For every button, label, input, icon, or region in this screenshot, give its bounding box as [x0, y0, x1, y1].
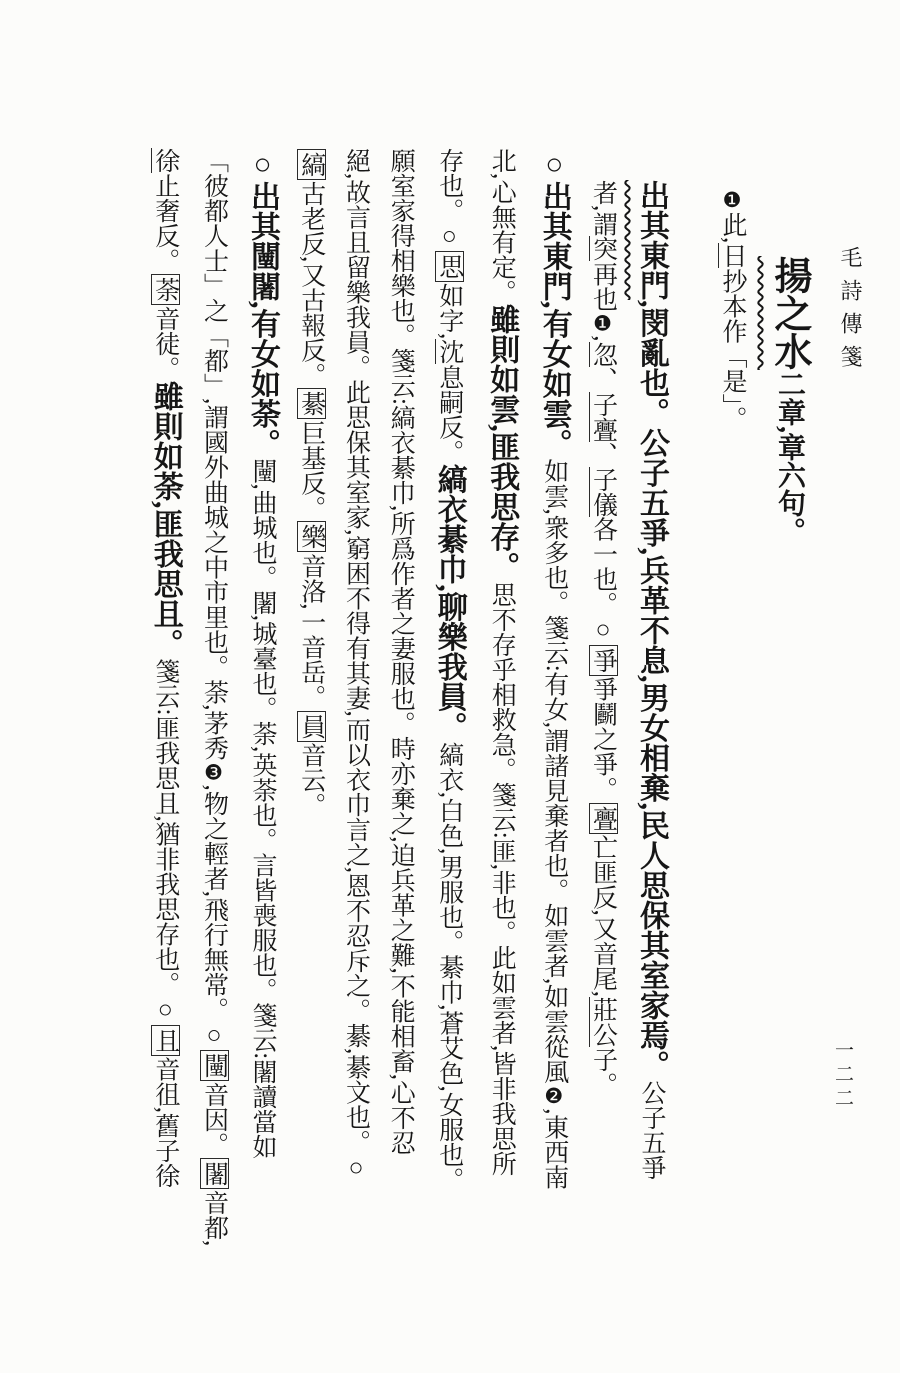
text-segment: ,閔亂也。公子五爭,兵革不息,男女相棄,民人思保其室家焉。 — [635, 300, 668, 1080]
text-segment: 雖則如荼,匪我思且。 — [148, 381, 182, 659]
text-column — [141, 148, 188, 1333]
text-segment: 爭 — [589, 645, 618, 676]
text-segment: 忽 — [589, 341, 617, 367]
text-segment: 音洛,一音岳。 — [297, 553, 325, 710]
text-column — [239, 148, 286, 1333]
page-number: 一二二 — [832, 1040, 853, 1112]
text-segment: 員 — [297, 711, 326, 742]
footnote-column — [716, 188, 749, 431]
text-column — [530, 148, 577, 1333]
text-segment: 雖則如雲,匪我思存。 — [485, 304, 519, 582]
running-header: 毛詩傳箋 — [838, 246, 863, 378]
text-segment: ○出其闉闍,有女如荼。 — [246, 148, 279, 459]
text-segment: 「彼都人士」之「都」,謂國外曲城之中市里也。荼,茅秀 — [200, 148, 228, 761]
text-segment: 莊公 — [589, 997, 617, 1047]
text-segment: 樂 — [297, 521, 326, 552]
text-segment: 、 — [589, 441, 617, 467]
text-segment: 巨基反。 — [297, 420, 325, 521]
text-column — [583, 148, 622, 1333]
text-segment: 思 — [435, 251, 464, 282]
text-segment: 且 — [151, 1025, 180, 1056]
text-segment: 縞衣,白色,男服也。綦巾,蒼艾色,女服也。 — [435, 741, 463, 1192]
text-segment: 再也 — [589, 261, 617, 312]
text-segment: 古老反,又古報反。 — [297, 181, 325, 388]
footnote-marker: ❶ — [720, 188, 744, 212]
text-column — [478, 148, 525, 1333]
footnote-marker: ❷ — [541, 1084, 566, 1109]
text-segment: 北,心無有定。 — [488, 148, 516, 305]
text-segment: 音徂,舊子徐 — [151, 1056, 179, 1188]
text-segment: 、 — [589, 366, 617, 392]
text-segment: 公子五爭 — [638, 1080, 665, 1180]
text-segment: 音徒。 — [151, 306, 179, 381]
text-segment: 如字, — [435, 283, 463, 340]
text-segment: 爭鬬之爭。 — [589, 676, 617, 802]
text-segment: 子。 — [589, 1047, 617, 1097]
text-segment: 息嗣反。 — [435, 364, 463, 465]
text-column — [381, 148, 420, 1333]
text-segment: 徐 — [151, 148, 179, 173]
text-segment: ,物之輕者,飛行無常。○ — [200, 784, 228, 1049]
text-segment: 突 — [589, 236, 617, 262]
text-segment: 願室家得相樂也。箋云:縞衣綦巾,所爲作者之妻服也。時亦棄之,迫兵革之難,不能相畜,心不忍 — [387, 148, 415, 1155]
text-segment: 亡匪反,又音尾, — [589, 834, 617, 997]
footnote-marker: ❶ — [590, 311, 615, 336]
text-column — [336, 148, 375, 1333]
text-segment: 闉 — [200, 1050, 229, 1081]
text-segment: 縞 — [297, 149, 326, 180]
text-segment: 闍 — [200, 1158, 229, 1189]
text-segment: ○出其東門,有女如雲。 — [537, 148, 571, 459]
text-segment: , — [589, 335, 617, 342]
text-segment: ,東西南 — [540, 1108, 568, 1190]
text-segment: 此, — [719, 212, 746, 244]
text-segment: 如雲,衆多也。箋云:有女,謂諸見棄者也。如雲者,如雲從風 — [540, 458, 568, 1085]
text-segment: 出其東門 — [635, 180, 668, 300]
text-segment: 思不存乎相救急。箋云:匪,非也。此如雲者,皆非我思所 — [488, 581, 516, 1177]
footnote-marker: ❸ — [201, 760, 226, 785]
chapter-info: 二章,章六句。 — [774, 370, 805, 545]
text-segment: 抄本作「是」。 — [719, 268, 746, 431]
text-segment: 沈 — [435, 339, 463, 365]
poem-title: 揚之水 — [768, 256, 810, 370]
text-segment: 日 — [719, 243, 746, 269]
main-text-block — [135, 148, 674, 1333]
text-column — [194, 148, 233, 1333]
text-segment: 子儀 — [589, 466, 617, 517]
text-column — [425, 148, 472, 1333]
text-segment: 亹 — [589, 803, 618, 834]
text-segment: 子亹 — [589, 391, 617, 442]
text-segment: 者,謂 — [589, 180, 617, 237]
text-segment: 縞衣綦巾,聊樂我員。 — [432, 464, 466, 742]
text-segment: 止奢反。 — [151, 173, 179, 273]
text-segment: 音因。 — [200, 1082, 228, 1157]
text-segment: 闉,曲城也。闍,城臺也。荼,英荼也。言皆喪服也。箋云:闍讀當如 — [249, 458, 276, 1160]
text-segment: 音都, — [200, 1190, 228, 1247]
text-segment: 各一也。○ — [589, 516, 617, 644]
text-segment: 荼 — [151, 274, 180, 305]
section-title — [765, 256, 813, 545]
text-segment: 箋云:匪我思且,猶非我思存也。○ — [151, 658, 179, 1024]
text-segment: 綦 — [297, 388, 326, 419]
text-segment: 絕,故言且留樂我員。此思保其室家,窮困不得有其妻,而以衣巾言之,恩不忍斥之。綦,綦文也。○ — [342, 148, 370, 1182]
text-column — [628, 148, 675, 1333]
text-column — [291, 148, 330, 1333]
text-segment: 音云。 — [297, 742, 325, 818]
text-segment: 存也。○ — [435, 148, 463, 250]
